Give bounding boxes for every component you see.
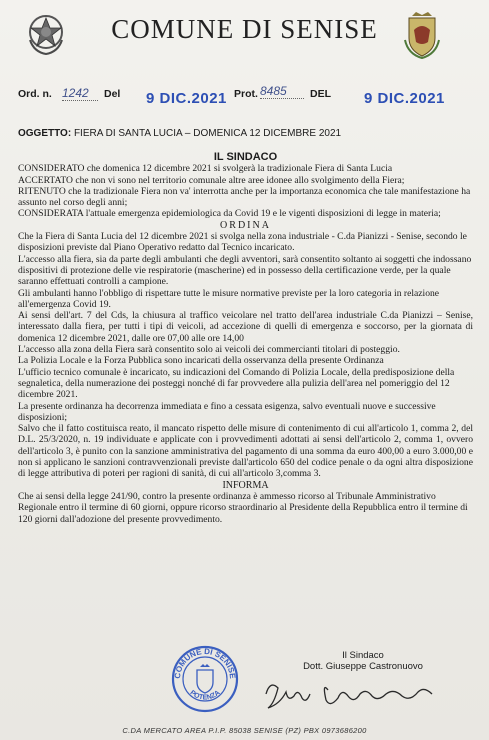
mayor-heading: IL SINDACO xyxy=(213,151,278,163)
ordina-item: La Polizia Locale e la Forza Pubblica sono incaricati della osservanza della presente Ordinanza xyxy=(18,355,384,367)
del-label-2: DEL xyxy=(310,88,331,100)
handwritten-signature-icon xyxy=(256,674,446,714)
subject-text: FIERA DI SANTA LUCIA – DOMENICA 12 DICEMBRE 2021 xyxy=(73,128,342,139)
svg-text:POTENZA xyxy=(188,689,221,701)
page-title: COMUNE DI SENISE xyxy=(111,14,378,44)
prot-label: Prot. xyxy=(234,88,258,100)
ordina-item: Che la Fiera di Santa Lucia del 12 dicembre 2021 si svolga nella zona industriale - C.da Pianizzi - Senise, secondo le disposizioni previste dal Piano Operativo redatto dal Tecnico incaricato. xyxy=(18,231,467,254)
ordina-item: Gli ambulanti hanno l'obbligo di rispettare tutte le misure normative previste per la loro categoria in relazione all'emergenza Covid 19. xyxy=(18,287,440,310)
preamble-item: RITENUTO che la tradizionale Fiera non va' interrotta anche per la importanza economica che tale manifestazione ha assunto nel corso degli anni; xyxy=(18,185,471,209)
signature-role: Il Sindaco xyxy=(342,650,384,661)
seal-top-text: COMUNE DI SENISE xyxy=(172,646,238,680)
reference-line xyxy=(18,84,478,112)
ordina-item: Salvo che il fatto costituisca reato, il mancato rispetto delle misure di contenimento di cui all'articolo 1, comma 2, del D.L. 25/3/2020, n. 19 individuate e applicate con i provvedimenti adottati ai sensi dell'articolo 2, comma 1, ovvero dell'articolo 3, è punito con la sanzione amministrativa del pagamento di una somma da euro 400,00 a euro 3.000,00 e non si applicano le sanzioni contravvenzionali previste dall'articolo 650 del codice penale o da ogni altra disposizione di legge attributiva di poteri per ragioni di sanità, di cui all'articolo 3,comma 3. xyxy=(18,423,473,480)
del-label: Del xyxy=(104,88,121,100)
date-stamp-2: 9 DIC.2021 xyxy=(364,90,445,107)
ordina-item: L'accesso alla fiera, sia da parte degli ambulanti che degli avventori, sarà consentito soltanto ai soggetti che indossano dispositivi di protezione delle vie respiratorie (mascherine) ed in possesso della certificazione verde, per la quale saranno effettuati controlli a campione. xyxy=(18,253,472,288)
ord-label: Ord. n. xyxy=(18,88,52,100)
footer-address: C.DA MERCATO AREA P.I.P. 85038 SENISE (PZ) PBX 0973686200 xyxy=(122,726,367,735)
informa-heading: INFORMA xyxy=(222,479,269,491)
date-stamp-1: 9 DIC.2021 xyxy=(146,90,227,107)
ordina-item: L'accesso alla zona della Fiera sarà consentito solo ai veicoli dei commercianti titolari di posteggio. xyxy=(18,344,400,356)
subject-label: OGGETTO xyxy=(18,128,68,139)
preamble-item: ACCERTATO che non vi sono nel territorio comunale altre aree idonee allo svolgimento della Fiera; xyxy=(18,174,405,186)
signature-name: Dott. Giuseppe Castronuovo xyxy=(303,661,423,672)
ordina-heading: ORDINA xyxy=(220,219,271,231)
municipal-seal-icon xyxy=(170,644,240,714)
ordina-item: Ai sensi dell'art. 7 del Cds, la chiusura al traffico veicolare nel tratto dell'area industriale C.da Pianizzi – Senise, interessato dalla fiera, per tutti i tipi di veicoli, ad accezione di quelli di emergenza e soccorso, per la giornata di domenica 12 dicembre 2021, dalle ore 07,00 alle ore 14,00 xyxy=(18,310,473,344)
ord-number: 1242 xyxy=(62,86,98,101)
ordina-item: La presente ordinanza ha decorrenza immediata e fino a cessata esigenza, salvo eventuali nuove e successive disposizioni; xyxy=(18,400,436,423)
informa-text: Che ai sensi della legge 241/90, contro la presente ordinanza è ammesso ricorso al Tribunale Amministrativo Regionale entro il termine di 60 giorni, oppure ricorso straordinario al Presidente della Repubblica entro il termine di 120 giorni dall'adozione del presente provvedimento. xyxy=(18,490,468,525)
signature-block xyxy=(268,650,458,672)
ordinance-body xyxy=(18,152,473,525)
seal-bottom-text: POTENZA xyxy=(188,689,222,702)
comune-coat-of-arms-icon xyxy=(402,10,442,60)
prot-number: 8485 xyxy=(260,84,304,99)
subject-line: OGGETTO: FIERA DI SANTA LUCIA – DOMENICA 12 DICEMBRE 2021 xyxy=(18,128,342,139)
letterhead xyxy=(0,8,489,64)
preamble-item: CONSIDERATO che domenica 12 dicembre 2021 si svolgerà la tradizionale Fiera di Santa Lucia xyxy=(18,163,393,175)
ordina-item: L'ufficio tecnico comunale è incaricato, su indicazioni del Comando di Polizia Locale, della predisposizione della segnaletica, della numerazione dei posteggi nonché di far provvedere alla pulizia dell'area nel pomeriggio del 12 dicembre 2021. xyxy=(18,366,455,401)
svg-text:COMUNE DI SENISE xyxy=(173,647,237,680)
preamble-item: CONSIDERATA l'attuale emergenza epidemiologica da Covid 19 e le vigenti disposizioni di legge in materia; xyxy=(18,208,441,220)
